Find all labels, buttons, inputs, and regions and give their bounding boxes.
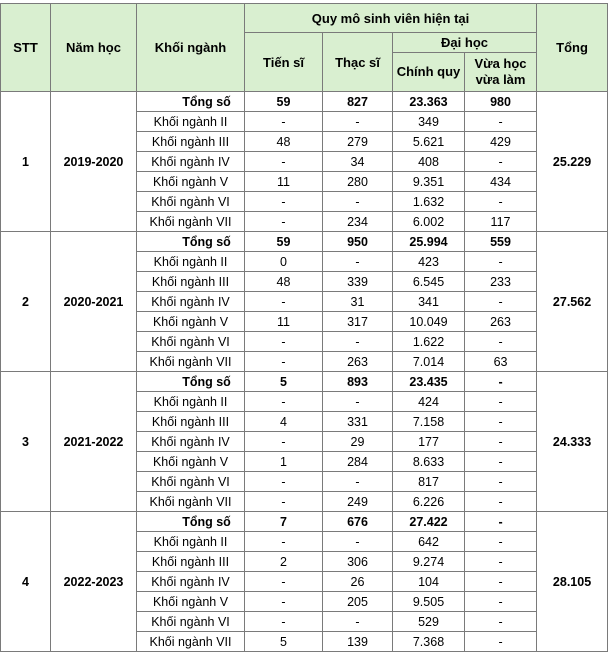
chinh-quy-cell: 177 bbox=[393, 432, 465, 452]
chinh-quy-cell: 817 bbox=[393, 472, 465, 492]
thac-si-cell: 205 bbox=[323, 592, 393, 612]
chinh-quy-cell: 25.994 bbox=[393, 232, 465, 252]
chinh-quy-cell: 1.622 bbox=[393, 332, 465, 352]
tien-si-cell: - bbox=[245, 592, 323, 612]
thac-si-cell: - bbox=[323, 532, 393, 552]
thac-si-cell: 31 bbox=[323, 292, 393, 312]
tien-si-cell: - bbox=[245, 212, 323, 232]
thac-si-cell: 249 bbox=[323, 492, 393, 512]
khoi-nganh-cell: Khối ngành II bbox=[137, 112, 245, 132]
thac-si-cell: - bbox=[323, 392, 393, 412]
year-cell: 2021-2022 bbox=[51, 372, 137, 512]
student-scale-table bbox=[0, 3, 608, 652]
thac-si-cell: 893 bbox=[323, 372, 393, 392]
stt-cell: 2 bbox=[1, 232, 51, 372]
chinh-quy-cell: 5.621 bbox=[393, 132, 465, 152]
vua-hoc-cell: - bbox=[465, 112, 537, 132]
vua-hoc-cell: - bbox=[465, 492, 537, 512]
tien-si-cell: 0 bbox=[245, 252, 323, 272]
khoi-nganh-cell: Khối ngành VII bbox=[137, 352, 245, 372]
vua-hoc-cell: - bbox=[465, 332, 537, 352]
khoi-nganh-cell: Khối ngành IV bbox=[137, 572, 245, 592]
table-row-total bbox=[1, 92, 608, 112]
chinh-quy-cell: 7.014 bbox=[393, 352, 465, 372]
table-body bbox=[1, 92, 608, 652]
total-cell: 25.229 bbox=[537, 92, 608, 232]
khoi-nganh-cell: Khối ngành IV bbox=[137, 432, 245, 452]
table-row-total bbox=[1, 512, 608, 532]
header-tong: Tổng bbox=[537, 4, 608, 92]
chinh-quy-cell: 6.002 bbox=[393, 212, 465, 232]
chinh-quy-cell: 341 bbox=[393, 292, 465, 312]
vua-hoc-cell: - bbox=[465, 452, 537, 472]
total-cell: 24.333 bbox=[537, 372, 608, 512]
header-vua-hoc-line2: vừa làm bbox=[475, 72, 526, 87]
chinh-quy-cell: 6.545 bbox=[393, 272, 465, 292]
thac-si-cell: 284 bbox=[323, 452, 393, 472]
tien-si-cell: 59 bbox=[245, 232, 323, 252]
thac-si-cell: 263 bbox=[323, 352, 393, 372]
vua-hoc-cell: 559 bbox=[465, 232, 537, 252]
vua-hoc-cell: - bbox=[465, 372, 537, 392]
chinh-quy-cell: 104 bbox=[393, 572, 465, 592]
khoi-nganh-cell: Khối ngành VI bbox=[137, 612, 245, 632]
thac-si-cell: 234 bbox=[323, 212, 393, 232]
tien-si-cell: 5 bbox=[245, 632, 323, 652]
vua-hoc-cell: - bbox=[465, 432, 537, 452]
header-quy-mo: Quy mô sinh viên hiện tại bbox=[245, 4, 537, 33]
khoi-nganh-cell: Khối ngành III bbox=[137, 412, 245, 432]
header-chinh-quy: Chính quy bbox=[393, 53, 465, 92]
khoi-nganh-cell: Khối ngành V bbox=[137, 172, 245, 192]
header-thac-si: Thạc sĩ bbox=[323, 33, 393, 92]
tien-si-cell: - bbox=[245, 492, 323, 512]
tien-si-cell: 59 bbox=[245, 92, 323, 112]
tien-si-cell: - bbox=[245, 612, 323, 632]
header-vua-hoc-vua-lam bbox=[465, 53, 537, 92]
chinh-quy-cell: 642 bbox=[393, 532, 465, 552]
header-vua-hoc-line1: Vừa học bbox=[474, 56, 527, 71]
thac-si-cell: - bbox=[323, 612, 393, 632]
thac-si-cell: 331 bbox=[323, 412, 393, 432]
tien-si-cell: - bbox=[245, 472, 323, 492]
thac-si-cell: 34 bbox=[323, 152, 393, 172]
khoi-nganh-cell: Tổng số bbox=[137, 512, 245, 532]
thac-si-cell: 827 bbox=[323, 92, 393, 112]
total-cell: 28.105 bbox=[537, 512, 608, 652]
header-nam-hoc: Năm học bbox=[51, 4, 137, 92]
vua-hoc-cell: 980 bbox=[465, 92, 537, 112]
chinh-quy-cell: 8.633 bbox=[393, 452, 465, 472]
header-dai-hoc: Đại học bbox=[393, 33, 537, 53]
thac-si-cell: - bbox=[323, 112, 393, 132]
tien-si-cell: - bbox=[245, 192, 323, 212]
chinh-quy-cell: 408 bbox=[393, 152, 465, 172]
tien-si-cell: 1 bbox=[245, 452, 323, 472]
vua-hoc-cell: 233 bbox=[465, 272, 537, 292]
tien-si-cell: 11 bbox=[245, 312, 323, 332]
thac-si-cell: 950 bbox=[323, 232, 393, 252]
table-row-total bbox=[1, 232, 608, 252]
tien-si-cell: 7 bbox=[245, 512, 323, 532]
khoi-nganh-cell: Khối ngành II bbox=[137, 392, 245, 412]
khoi-nganh-cell: Khối ngành III bbox=[137, 132, 245, 152]
khoi-nganh-cell: Tổng số bbox=[137, 232, 245, 252]
thac-si-cell: - bbox=[323, 252, 393, 272]
khoi-nganh-cell: Khối ngành VI bbox=[137, 472, 245, 492]
chinh-quy-cell: 7.368 bbox=[393, 632, 465, 652]
chinh-quy-cell: 424 bbox=[393, 392, 465, 412]
vua-hoc-cell: 429 bbox=[465, 132, 537, 152]
vua-hoc-cell: 63 bbox=[465, 352, 537, 372]
chinh-quy-cell: 1.632 bbox=[393, 192, 465, 212]
chinh-quy-cell: 9.505 bbox=[393, 592, 465, 612]
vua-hoc-cell: 263 bbox=[465, 312, 537, 332]
year-cell: 2019-2020 bbox=[51, 92, 137, 232]
vua-hoc-cell: - bbox=[465, 512, 537, 532]
khoi-nganh-cell: Khối ngành IV bbox=[137, 152, 245, 172]
vua-hoc-cell: 434 bbox=[465, 172, 537, 192]
tien-si-cell: 11 bbox=[245, 172, 323, 192]
thac-si-cell: - bbox=[323, 472, 393, 492]
chinh-quy-cell: 6.226 bbox=[393, 492, 465, 512]
year-cell: 2022-2023 bbox=[51, 512, 137, 652]
tien-si-cell: - bbox=[245, 112, 323, 132]
vua-hoc-cell: - bbox=[465, 392, 537, 412]
chinh-quy-cell: 423 bbox=[393, 252, 465, 272]
vua-hoc-cell: - bbox=[465, 192, 537, 212]
chinh-quy-cell: 7.158 bbox=[393, 412, 465, 432]
chinh-quy-cell: 349 bbox=[393, 112, 465, 132]
khoi-nganh-cell: Tổng số bbox=[137, 92, 245, 112]
thac-si-cell: 139 bbox=[323, 632, 393, 652]
chinh-quy-cell: 27.422 bbox=[393, 512, 465, 532]
tien-si-cell: - bbox=[245, 352, 323, 372]
tien-si-cell: 48 bbox=[245, 132, 323, 152]
thac-si-cell: 676 bbox=[323, 512, 393, 532]
thac-si-cell: 279 bbox=[323, 132, 393, 152]
tien-si-cell: 48 bbox=[245, 272, 323, 292]
khoi-nganh-cell: Khối ngành III bbox=[137, 552, 245, 572]
tien-si-cell: - bbox=[245, 332, 323, 352]
vua-hoc-cell: - bbox=[465, 632, 537, 652]
chinh-quy-cell: 9.351 bbox=[393, 172, 465, 192]
khoi-nganh-cell: Khối ngành II bbox=[137, 252, 245, 272]
vua-hoc-cell: - bbox=[465, 252, 537, 272]
khoi-nganh-cell: Khối ngành VII bbox=[137, 212, 245, 232]
tien-si-cell: - bbox=[245, 432, 323, 452]
stt-cell: 4 bbox=[1, 512, 51, 652]
vua-hoc-cell: - bbox=[465, 592, 537, 612]
khoi-nganh-cell: Khối ngành VII bbox=[137, 492, 245, 512]
vua-hoc-cell: - bbox=[465, 552, 537, 572]
tien-si-cell: - bbox=[245, 532, 323, 552]
chinh-quy-cell: 529 bbox=[393, 612, 465, 632]
vua-hoc-cell: - bbox=[465, 152, 537, 172]
thac-si-cell: 317 bbox=[323, 312, 393, 332]
tien-si-cell: - bbox=[245, 392, 323, 412]
tien-si-cell: - bbox=[245, 292, 323, 312]
khoi-nganh-cell: Khối ngành V bbox=[137, 312, 245, 332]
total-cell: 27.562 bbox=[537, 232, 608, 372]
header-khoi-nganh: Khối ngành bbox=[137, 4, 245, 92]
stt-cell: 1 bbox=[1, 92, 51, 232]
thac-si-cell: - bbox=[323, 192, 393, 212]
vua-hoc-cell: - bbox=[465, 532, 537, 552]
khoi-nganh-cell: Khối ngành V bbox=[137, 592, 245, 612]
thac-si-cell: 306 bbox=[323, 552, 393, 572]
table-header bbox=[1, 4, 608, 92]
vua-hoc-cell: - bbox=[465, 612, 537, 632]
chinh-quy-cell: 23.363 bbox=[393, 92, 465, 112]
tien-si-cell: 5 bbox=[245, 372, 323, 392]
tien-si-cell: - bbox=[245, 152, 323, 172]
header-tien-si: Tiến sĩ bbox=[245, 33, 323, 92]
vua-hoc-cell: 117 bbox=[465, 212, 537, 232]
chinh-quy-cell: 9.274 bbox=[393, 552, 465, 572]
vua-hoc-cell: - bbox=[465, 572, 537, 592]
thac-si-cell: 29 bbox=[323, 432, 393, 452]
year-cell: 2020-2021 bbox=[51, 232, 137, 372]
khoi-nganh-cell: Khối ngành V bbox=[137, 452, 245, 472]
khoi-nganh-cell: Khối ngành III bbox=[137, 272, 245, 292]
tien-si-cell: 4 bbox=[245, 412, 323, 432]
khoi-nganh-cell: Khối ngành VI bbox=[137, 192, 245, 212]
khoi-nganh-cell: Tổng số bbox=[137, 372, 245, 392]
vua-hoc-cell: - bbox=[465, 412, 537, 432]
stt-cell: 3 bbox=[1, 372, 51, 512]
vua-hoc-cell: - bbox=[465, 292, 537, 312]
thac-si-cell: 339 bbox=[323, 272, 393, 292]
thac-si-cell: 280 bbox=[323, 172, 393, 192]
chinh-quy-cell: 23.435 bbox=[393, 372, 465, 392]
vua-hoc-cell: - bbox=[465, 472, 537, 492]
tien-si-cell: 2 bbox=[245, 552, 323, 572]
chinh-quy-cell: 10.049 bbox=[393, 312, 465, 332]
thac-si-cell: 26 bbox=[323, 572, 393, 592]
thac-si-cell: - bbox=[323, 332, 393, 352]
khoi-nganh-cell: Khối ngành VI bbox=[137, 332, 245, 352]
header-stt: STT bbox=[1, 4, 51, 92]
khoi-nganh-cell: Khối ngành II bbox=[137, 532, 245, 552]
tien-si-cell: - bbox=[245, 572, 323, 592]
khoi-nganh-cell: Khối ngành VII bbox=[137, 632, 245, 652]
khoi-nganh-cell: Khối ngành IV bbox=[137, 292, 245, 312]
table-row-total bbox=[1, 372, 608, 392]
